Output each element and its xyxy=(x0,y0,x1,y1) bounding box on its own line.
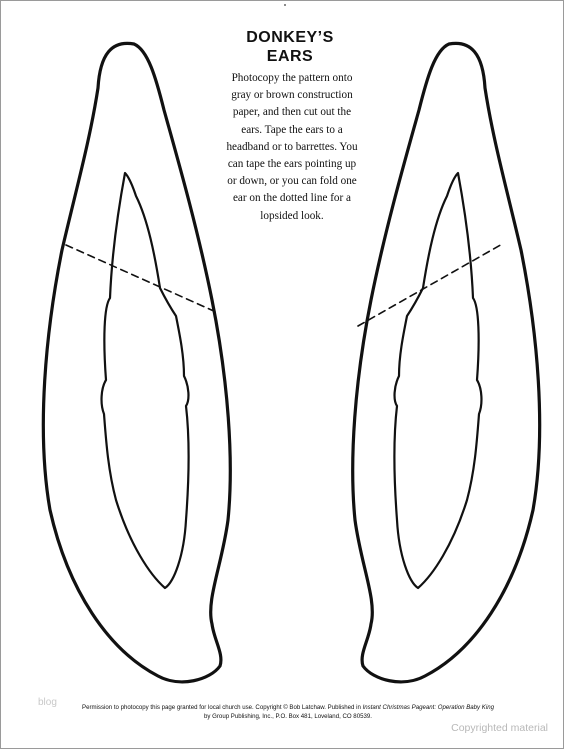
permission-prefix: Permission to photocopy this page granted for local church use. Copyright © Bob Latchaw. Published in xyxy=(82,704,363,711)
title-line-1: DONKEY’S xyxy=(246,29,334,46)
copyright-watermark: Copyrighted material xyxy=(451,722,548,734)
blog-watermark: blog xyxy=(38,697,57,708)
right-ear-outline xyxy=(353,43,540,682)
book-title: Instant Christmas Pageant: Operation Baby King xyxy=(362,704,494,711)
left-fold-line xyxy=(66,245,216,312)
permission-suffix: by Group Publishing, Inc., P.O. Box 481, Loveland, CO 80539. xyxy=(204,713,372,720)
instructions-text: Photocopy the pattern onto gray or brown construction paper, and then cut out the ears. Tape the ears to a headband or to barrettes. You can tape the ears pointing up or down, or you can fold one ear on the dotted line for a lopsided look. xyxy=(226,72,358,222)
page-title xyxy=(225,28,355,66)
left-ear-inner xyxy=(102,173,189,588)
title-line-2: EARS xyxy=(266,48,314,65)
left-ear-outline xyxy=(43,43,230,682)
right-ear-inner xyxy=(394,173,481,588)
permission-notice xyxy=(78,703,498,721)
